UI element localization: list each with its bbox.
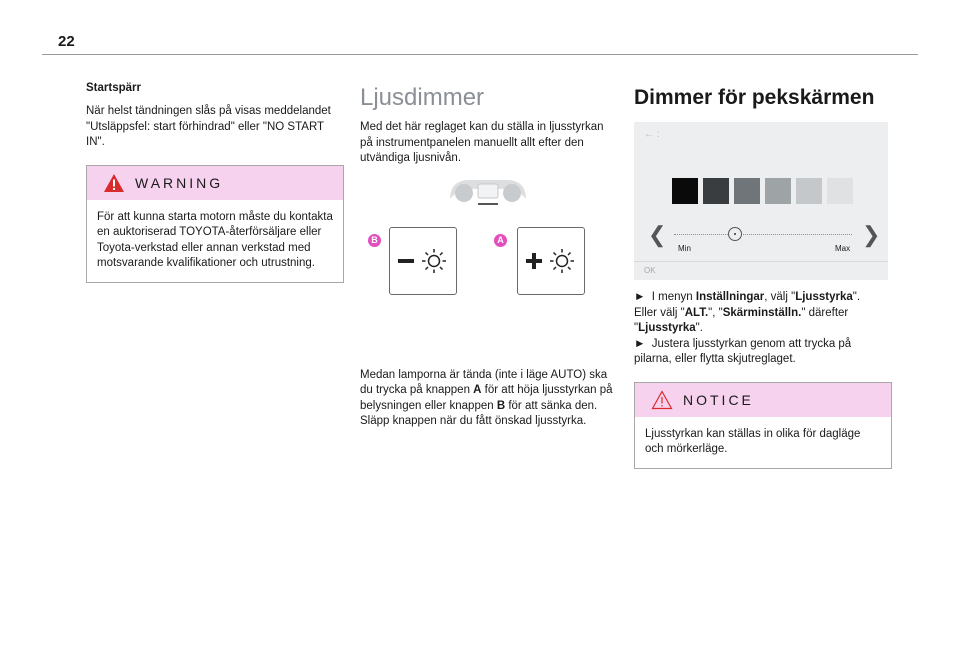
button-a-dim-up[interactable] [517,227,585,295]
ok-button[interactable]: OK [644,266,656,275]
pekskarm-steps [634,290,892,368]
ljusdimmer-title: Ljusdimmer [360,84,485,111]
warning-box [86,165,344,283]
notice-text: Ljusstyrkan kan ställas in olika för dagläge och mörkerläge. [645,427,861,455]
notice-header [635,383,891,417]
button-b-badge: B [368,234,381,247]
warning-triangle-icon [103,173,125,193]
step-2: ► Justera ljusstyrkan genom att trycka på pilarna, eller flytta skjutreglaget. [634,337,852,365]
minus-brightness-icon [390,228,456,294]
column-dimmer-pekskarmen [634,84,892,469]
notice-label: NOTICE [683,391,754,408]
swatch-3[interactable] [734,178,760,204]
swatch-6[interactable] [827,178,853,204]
ljusdimmer-instructions: Medan lamporna är tända (inte i läge AUTO) ska du trycka på knappen A för att höja ljusstyrkan på belysningen eller knappen B för att sänka den. [360,368,613,412]
startsparr-heading: Startspärr [86,82,141,94]
header-divider [42,54,918,55]
step-1-alt: Eller välj "ALT.", "Skärminställn." därefter "Ljusstyrka". [634,306,849,334]
plus-brightness-icon [518,228,584,294]
swatch-2[interactable] [703,178,729,204]
warning-label: WARNING [135,174,224,191]
touchscreen-illustration [634,122,888,280]
warning-header [87,166,343,200]
button-a-badge: A [494,234,507,247]
arrow-left-icon[interactable]: ❮ [648,222,667,247]
page-number: 22 [58,33,75,50]
column-ljusdimmer [360,84,618,430]
step-1: ► I menyn Inställningar, välj "Ljusstyrka". [634,291,861,303]
back-arrow-icon[interactable]: ← : [644,129,660,140]
notice-triangle-icon [651,390,673,410]
slider-max-label: Max [835,244,851,253]
ljusdimmer-release-note: Släpp knappen när du fått önskad ljusstyrka. [360,415,587,427]
swatch-1[interactable] [672,178,698,204]
startsparr-paragraph: När helst tändningen slås på visas meddelandet "Utsläppsfel: start förhindrad" eller "NO START IN". [86,105,331,148]
pekskarm-title: Dimmer för pekskärmen [634,86,875,109]
instrument-panel-icon [446,175,530,209]
slider-min-label: Min [678,244,691,253]
screen-divider [634,261,888,262]
button-b-dim-down[interactable] [389,227,457,295]
swatch-4[interactable] [765,178,791,204]
brightness-slider-track[interactable] [674,234,852,235]
swatch-5[interactable] [796,178,822,204]
ljusdimmer-intro: Med det här reglaget kan du ställa in ljusstyrkan på instrumentpanelen manuellt allt efter den utvändiga ljusnivån. [360,121,604,164]
arrow-right-icon[interactable]: ❯ [862,222,881,247]
column-startsparr [86,82,344,283]
warning-text: För att kunna starta motorn måste du kontakta en auktoriserad TOYOTA-återförsäljare eller Toyota-verkstad eller annan verkstad med motsvarande kvalifikationer och utrustning. [97,210,333,269]
brightness-slider-knob[interactable] [728,227,742,241]
dimmer-figure [360,173,618,368]
notice-box [634,382,892,469]
